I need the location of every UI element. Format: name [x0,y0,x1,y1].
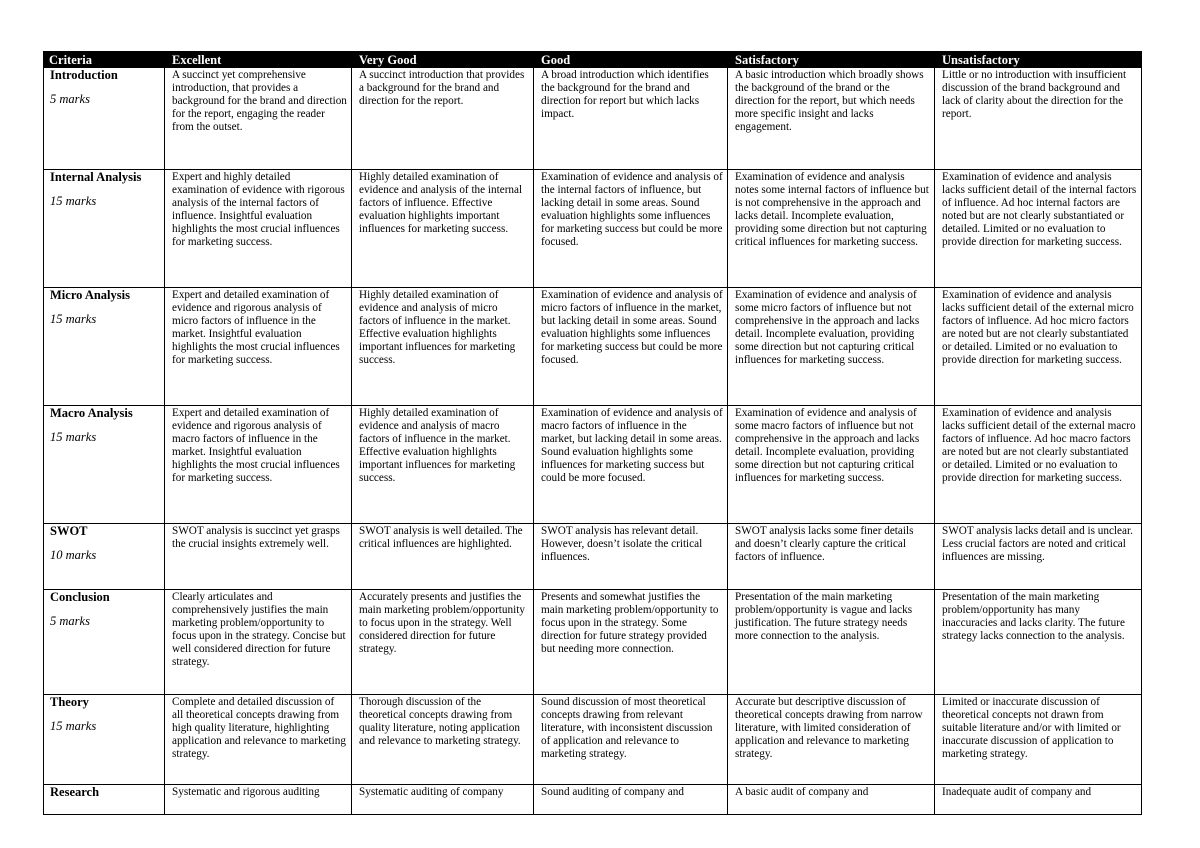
cell-good: Examination of evidence and analysis of micro factors of influence in the market, but lacking detail in some areas. Sound evaluation highlights some influences for marketing success but could be more focused. [534,288,728,406]
rubric-row-macro-analysis [44,406,1142,524]
cell-excellent: A succinct yet comprehensive introduction, that provides a background for the brand and direction for the report, engaging the reader from the outset. [165,68,352,170]
cell-satisfactory: A basic audit of company and [728,785,935,815]
cell-excellent: Expert and detailed examination of evidence and rigorous analysis of micro factors of influence in the market. Insightful evaluation highlights the most crucial influences for marketing success. [165,288,352,406]
rubric-row-research [44,785,1142,815]
rubric-row-theory [44,695,1142,785]
cell-good: Examination of evidence and analysis of macro factors of influence in the market, but lacking detail in some areas. Sound evaluation highlights some influences for marketing success but could be more focused. [534,406,728,524]
criterion-cell [44,590,165,695]
cell-satisfactory: SWOT analysis lacks some finer details and doesn’t clearly capture the critical factors of influence. [728,524,935,590]
cell-excellent: Expert and detailed examination of evidence and rigorous analysis of macro factors of influence in the market. Insightful evaluation highlights the most crucial influences for marketing success. [165,406,352,524]
cell-excellent: Complete and detailed discussion of all theoretical concepts drawing from high quality literature, highlighting application and relevance to marketing strategy. [165,695,352,785]
cell-good: Sound auditing of company and [534,785,728,815]
cell-unsatisfactory: Inadequate audit of company and [935,785,1142,815]
criterion-name: Research [50,785,100,799]
cell-very-good: SWOT analysis is well detailed. The critical influences are highlighted. [352,524,534,590]
criterion-name: Internal Analysis [50,170,142,184]
cell-excellent: SWOT analysis is succinct yet grasps the crucial insights extremely well. [165,524,352,590]
cell-excellent: Systematic and rigorous auditing [165,785,352,815]
cell-very-good: Systematic auditing of company [352,785,534,815]
cell-good: A broad introduction which identifies the background for the brand and direction for report but which lacks impact. [534,68,728,170]
cell-very-good: Highly detailed examination of evidence and analysis of the internal factors of influence. Effective evaluation highlights important influences for marketing success. [352,170,534,288]
cell-excellent: Clearly articulates and comprehensively justifies the main marketing problem/opportunity to focus upon in the strategy. Concise but well considered direction for future strategy. [165,590,352,695]
criterion-marks: 10 marks [50,548,97,562]
criterion-cell [44,406,165,524]
cell-good: Sound discussion of most theoretical concepts drawing from relevant literature, with inconsistent discussion of application and relevance to marketing strategy. [534,695,728,785]
criterion-cell [44,288,165,406]
cell-satisfactory: A basic introduction which broadly shows the background of the brand or the direction for the report, but which needs more specific insight and lacks engagement. [728,68,935,170]
cell-unsatisfactory: Examination of evidence and analysis lacks sufficient detail of the external macro factors of influence. Ad hoc macro factors are noted but are not clearly substantiated or detailed. Limited or no evaluation to provide direction for marketing success. [935,406,1142,524]
header-unsatisfactory: Unsatisfactory [935,52,1142,68]
rubric-row-micro-analysis [44,288,1142,406]
cell-good: Presents and somewhat justifies the main marketing problem/opportunity to focus upon in the strategy. Some direction for future strategy provided but needing more connection. [534,590,728,695]
cell-satisfactory: Accurate but descriptive discussion of theoretical concepts drawing from narrow literature, with limited consideration of application and relevance to marketing strategy. [728,695,935,785]
cell-satisfactory: Examination of evidence and analysis notes some internal factors of influence but is not comprehensive in the approach and lacks detail. Incomplete evaluation, providing some direction but not capturing critical influences for marketing success. [728,170,935,288]
cell-unsatisfactory: Little or no introduction with insufficient discussion of the brand background and lack of clarity about the direction for the report. [935,68,1142,170]
header-satisfactory: Satisfactory [728,52,935,68]
criterion-name: Micro Analysis [50,288,130,302]
cell-satisfactory: Examination of evidence and analysis of some micro factors of influence but not comprehensive in the approach and lacks detail. Incomplete evaluation, providing some direction but not capturing critical influences for marketing success. [728,288,935,406]
criterion-cell [44,785,165,815]
cell-unsatisfactory: SWOT analysis lacks detail and is unclear. Less crucial factors are noted and critical influences are missing. [935,524,1142,590]
criterion-marks: 15 marks [50,430,97,444]
cell-unsatisfactory: Limited or inaccurate discussion of theoretical concepts not drawn from suitable literature and/or with limited or inaccurate discussion of application to marketing strategy. [935,695,1142,785]
cell-very-good: Accurately presents and justifies the main marketing problem/opportunity to focus upon in the strategy. Well considered direction for future strategy. [352,590,534,695]
cell-very-good: Highly detailed examination of evidence and analysis of macro factors of influence in the market. Effective evaluation highlights important influences for marketing success. [352,406,534,524]
cell-unsatisfactory: Presentation of the main marketing problem/opportunity has many inaccuracies and lacks clarity. The future strategy lacks connection to the analysis. [935,590,1142,695]
cell-unsatisfactory: Examination of evidence and analysis lacks sufficient detail of the external micro factors of influence. Ad hoc micro factors are noted but are not clearly substantiated or detailed. Limited or no evaluation to provide direction for marketing success. [935,288,1142,406]
criterion-marks: 5 marks [50,92,90,106]
criterion-name: SWOT [50,524,88,538]
header-row [44,52,1142,68]
cell-unsatisfactory: Examination of evidence and analysis lacks sufficient detail of the internal factors of influence. Ad hoc internal factors are noted but are not clearly substantiated or detailed. Limited or no evaluation to provide direction for marketing success. [935,170,1142,288]
cell-satisfactory: Examination of evidence and analysis of some macro factors of influence but not comprehensive in the approach and lacks detail. Incomplete evaluation, providing some direction but not capturing critical influences for marketing success. [728,406,935,524]
criterion-name: Conclusion [50,590,110,604]
header-excellent: Excellent [165,52,352,68]
rubric-row-conclusion [44,590,1142,695]
rubric-table [43,51,1142,815]
cell-good: SWOT analysis has relevant detail. However, doesn’t isolate the critical influences. [534,524,728,590]
cell-very-good: Highly detailed examination of evidence and analysis of micro factors of influence in the market. Effective evaluation highlights important influences for marketing success. [352,288,534,406]
rubric-row-internal-analysis [44,170,1142,288]
cell-satisfactory: Presentation of the main marketing problem/opportunity is vague and lacks justification. The future strategy needs more connection to the analysis. [728,590,935,695]
criterion-cell [44,170,165,288]
header-good: Good [534,52,728,68]
criterion-marks: 5 marks [50,614,90,628]
header-very-good: Very Good [352,52,534,68]
criterion-cell [44,68,165,170]
header-criteria: Criteria [44,52,165,68]
criterion-cell [44,695,165,785]
cell-good: Examination of evidence and analysis of the internal factors of influence, but lacking detail in some areas. Sound evaluation highlights some influences for marketing success but could be more focused. [534,170,728,288]
rubric-row-swot [44,524,1142,590]
cell-very-good: Thorough discussion of the theoretical concepts drawing from quality literature, noting application and relevance to marketing strategy. [352,695,534,785]
cell-excellent: Expert and highly detailed examination of evidence with rigorous analysis of the internal factors of influence. Insightful evaluation highlights the most crucial influences for marketing success. [165,170,352,288]
criterion-marks: 15 marks [50,312,97,326]
criterion-marks: 15 marks [50,719,97,733]
criterion-marks: 15 marks [50,194,97,208]
criterion-name: Introduction [50,68,118,82]
criterion-name: Theory [50,695,89,709]
criterion-cell [44,524,165,590]
rubric-row-introduction [44,68,1142,170]
cell-very-good: A succinct introduction that provides a background for the brand and direction for the report. [352,68,534,170]
criterion-name: Macro Analysis [50,406,133,420]
